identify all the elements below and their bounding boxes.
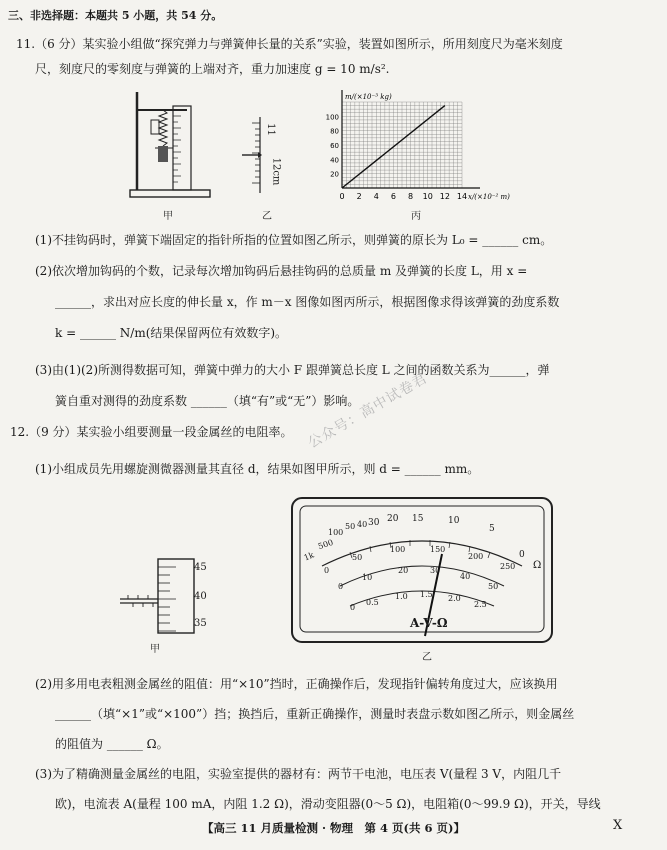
x-tick-label: 14 xyxy=(456,192,468,201)
x-tick-label: 10 xyxy=(422,192,433,201)
ohm-symbol: Ω xyxy=(533,560,542,571)
fig-yi-label: 乙 xyxy=(262,211,272,222)
meter-low-20: 20 xyxy=(398,566,409,575)
q11-part3-line2: 簧自重对测得的劲度系数 ______（填“有”或“无”）影响。 xyxy=(55,394,360,408)
meter-top-scale-40: 40 xyxy=(357,520,368,529)
meter-top-scale-1k: 1k xyxy=(302,550,316,563)
x-axis-label: x/(×10⁻² m) xyxy=(468,193,510,201)
meter-mid-150: 150 xyxy=(430,545,446,554)
meter-bottom-1.0: 1.0 xyxy=(395,592,408,601)
q12-stem: 12.（9 分）某实验小组要测量一段金属丝的电阻率。 xyxy=(10,425,293,439)
q11-stem-line1: 11.（6 分）某实验小组做“探究弹力与弹簧伸长量的关系”实验，装置如图所示，所用刻度尺为毫米刻度 xyxy=(16,37,563,51)
meter-label: A-V-Ω xyxy=(410,616,448,630)
q12-part2-line2: ______（填“×1”或“×100”）挡；换挡后，重新正确操作，测量时表盘示数如图乙所示，则金属丝 xyxy=(55,707,575,721)
y-axis-label: m/(×10⁻³ kg) xyxy=(345,93,392,101)
x-tick-label: 2 xyxy=(356,192,362,201)
x-tick-label: 12 xyxy=(439,192,450,201)
q12-part3-line2: 欧)，电流表 A(量程 100 mA，内阻 1.2 Ω)，滑动变阻器(0～5 Ω)，电阻箱(0～99.9 Ω)，开关，导线 xyxy=(55,797,601,811)
ruler-label-12cm: 12cm xyxy=(270,157,282,186)
fig-jia-label: 甲 xyxy=(163,211,173,222)
y-tick-label: 60 xyxy=(330,142,339,150)
meter-top-scale-100: 100 xyxy=(328,528,344,537)
meter-bottom-1.5: 1.5 xyxy=(420,590,433,599)
meter-mid-250: 250 xyxy=(500,562,516,571)
q11-part2-line2: ______，求出对应长度的伸长量 x，作 m－x 图像如图丙所示，根据图像求得该弹簧的劲度系数 xyxy=(55,295,560,309)
x-tick-label: 0 xyxy=(339,192,345,201)
meter-top-scale-500: 500 xyxy=(316,537,335,552)
q11-part2-line1: (2)依次增加钩码的个数，记录每次增加钩码后悬挂钩码的总质量 m 及弹簧的长度 L，用 x = xyxy=(35,264,528,278)
m-x-graph xyxy=(320,90,530,210)
meter-bottom-0.5: 0.5 xyxy=(366,598,379,607)
meter-bottom-2.5: 2.5 xyxy=(474,600,487,609)
q12-part2-line3: 的阻值为 ______ Ω。 xyxy=(55,737,169,751)
meter-bottom-2.0: 2.0 xyxy=(448,594,461,603)
y-tick-label: 40 xyxy=(330,156,339,165)
q12-part1: (1)小组成员先用螺旋测微器测量其直径 d，结果如图甲所示，则 d = ______ mm。 xyxy=(35,462,480,476)
q11-stem-line2: 尺，刻度尺的零刻度与弹簧的上端对齐，重力加速度 g = 10 m/s². xyxy=(35,62,390,76)
meter-low-50: 50 xyxy=(488,582,499,591)
y-tick-label: 20 xyxy=(330,170,339,179)
micrometer-tick-45: 45 xyxy=(194,562,207,573)
footer-mark: X xyxy=(613,818,623,833)
fig-bing-label: 丙 xyxy=(411,211,421,222)
page-footer: 【高三 11 月质量检测 · 物理 第 4 页(共 6 页)】 xyxy=(202,821,465,835)
y-tick-label: 80 xyxy=(330,127,339,136)
meter-top-scale-0: 0 xyxy=(519,550,525,560)
q11-part2-line3: k = ______ N/m(结果保留两位有效数字)。 xyxy=(55,326,288,340)
meter-top-scale-30: 30 xyxy=(368,518,380,528)
meter-top-scale-15: 15 xyxy=(412,514,424,524)
q11-part3-line1: (3)由(1)(2)所测得数据可知，弹簧中弹力的大小 F 跟弹簧总长度 L 之间的函数关系为______，弹 xyxy=(35,363,550,377)
meter-mid-200: 200 xyxy=(468,552,484,561)
meter-mid-0: 0 xyxy=(324,566,330,575)
meter-low-10: 10 xyxy=(362,573,373,582)
meter-mid-100: 100 xyxy=(390,545,406,554)
section-header: 三、非选择题：本题共 5 小题，共 54 分。 xyxy=(8,9,223,22)
meter-low-40: 40 xyxy=(460,572,471,581)
micrometer-tick-40: 40 xyxy=(194,591,207,602)
meter-top-scale-10: 10 xyxy=(448,516,460,526)
meter-bottom-0: 0 xyxy=(350,603,356,612)
x-tick-label: 8 xyxy=(408,192,414,201)
x-tick-label: 6 xyxy=(390,192,396,201)
fig12-yi-label: 乙 xyxy=(422,652,432,663)
meter-top-scale-20: 20 xyxy=(387,514,399,524)
meter-top-scale-50: 50 xyxy=(345,522,356,531)
micrometer-figure xyxy=(118,555,228,635)
x-tick-label: 4 xyxy=(373,192,379,201)
meter-top-scale-5: 5 xyxy=(489,524,495,534)
q12-part3-line1: (3)为了精确测量金属丝的电阻，实验室提供的器材有：两节干电池，电压表 V(量程 3 V，内阻几千 xyxy=(35,767,562,781)
stand-figure xyxy=(125,88,215,203)
fig12-jia-label: 甲 xyxy=(150,644,160,655)
meter-low-0: 0 xyxy=(338,582,344,591)
watermark: 公众号：高中试卷君 xyxy=(305,370,431,452)
q11-part1: (1)不挂钩码时，弹簧下端固定的指针所指的位置如图乙所示，则弹簧的原长为 L₀ = ______ cm。 xyxy=(35,233,553,247)
q12-part2-line1: (2)用多用电表粗测金属丝的阻值：用“×10”挡时，正确操作后，发现指针偏转角度过大，应该换用 xyxy=(35,677,558,691)
micrometer-tick-35: 35 xyxy=(194,618,207,629)
meter-low-30: 30 xyxy=(430,566,441,575)
meter-mid-50: 50 xyxy=(352,553,363,562)
ruler-label-11: 11 xyxy=(264,123,276,136)
y-tick-label: 100 xyxy=(325,113,339,122)
